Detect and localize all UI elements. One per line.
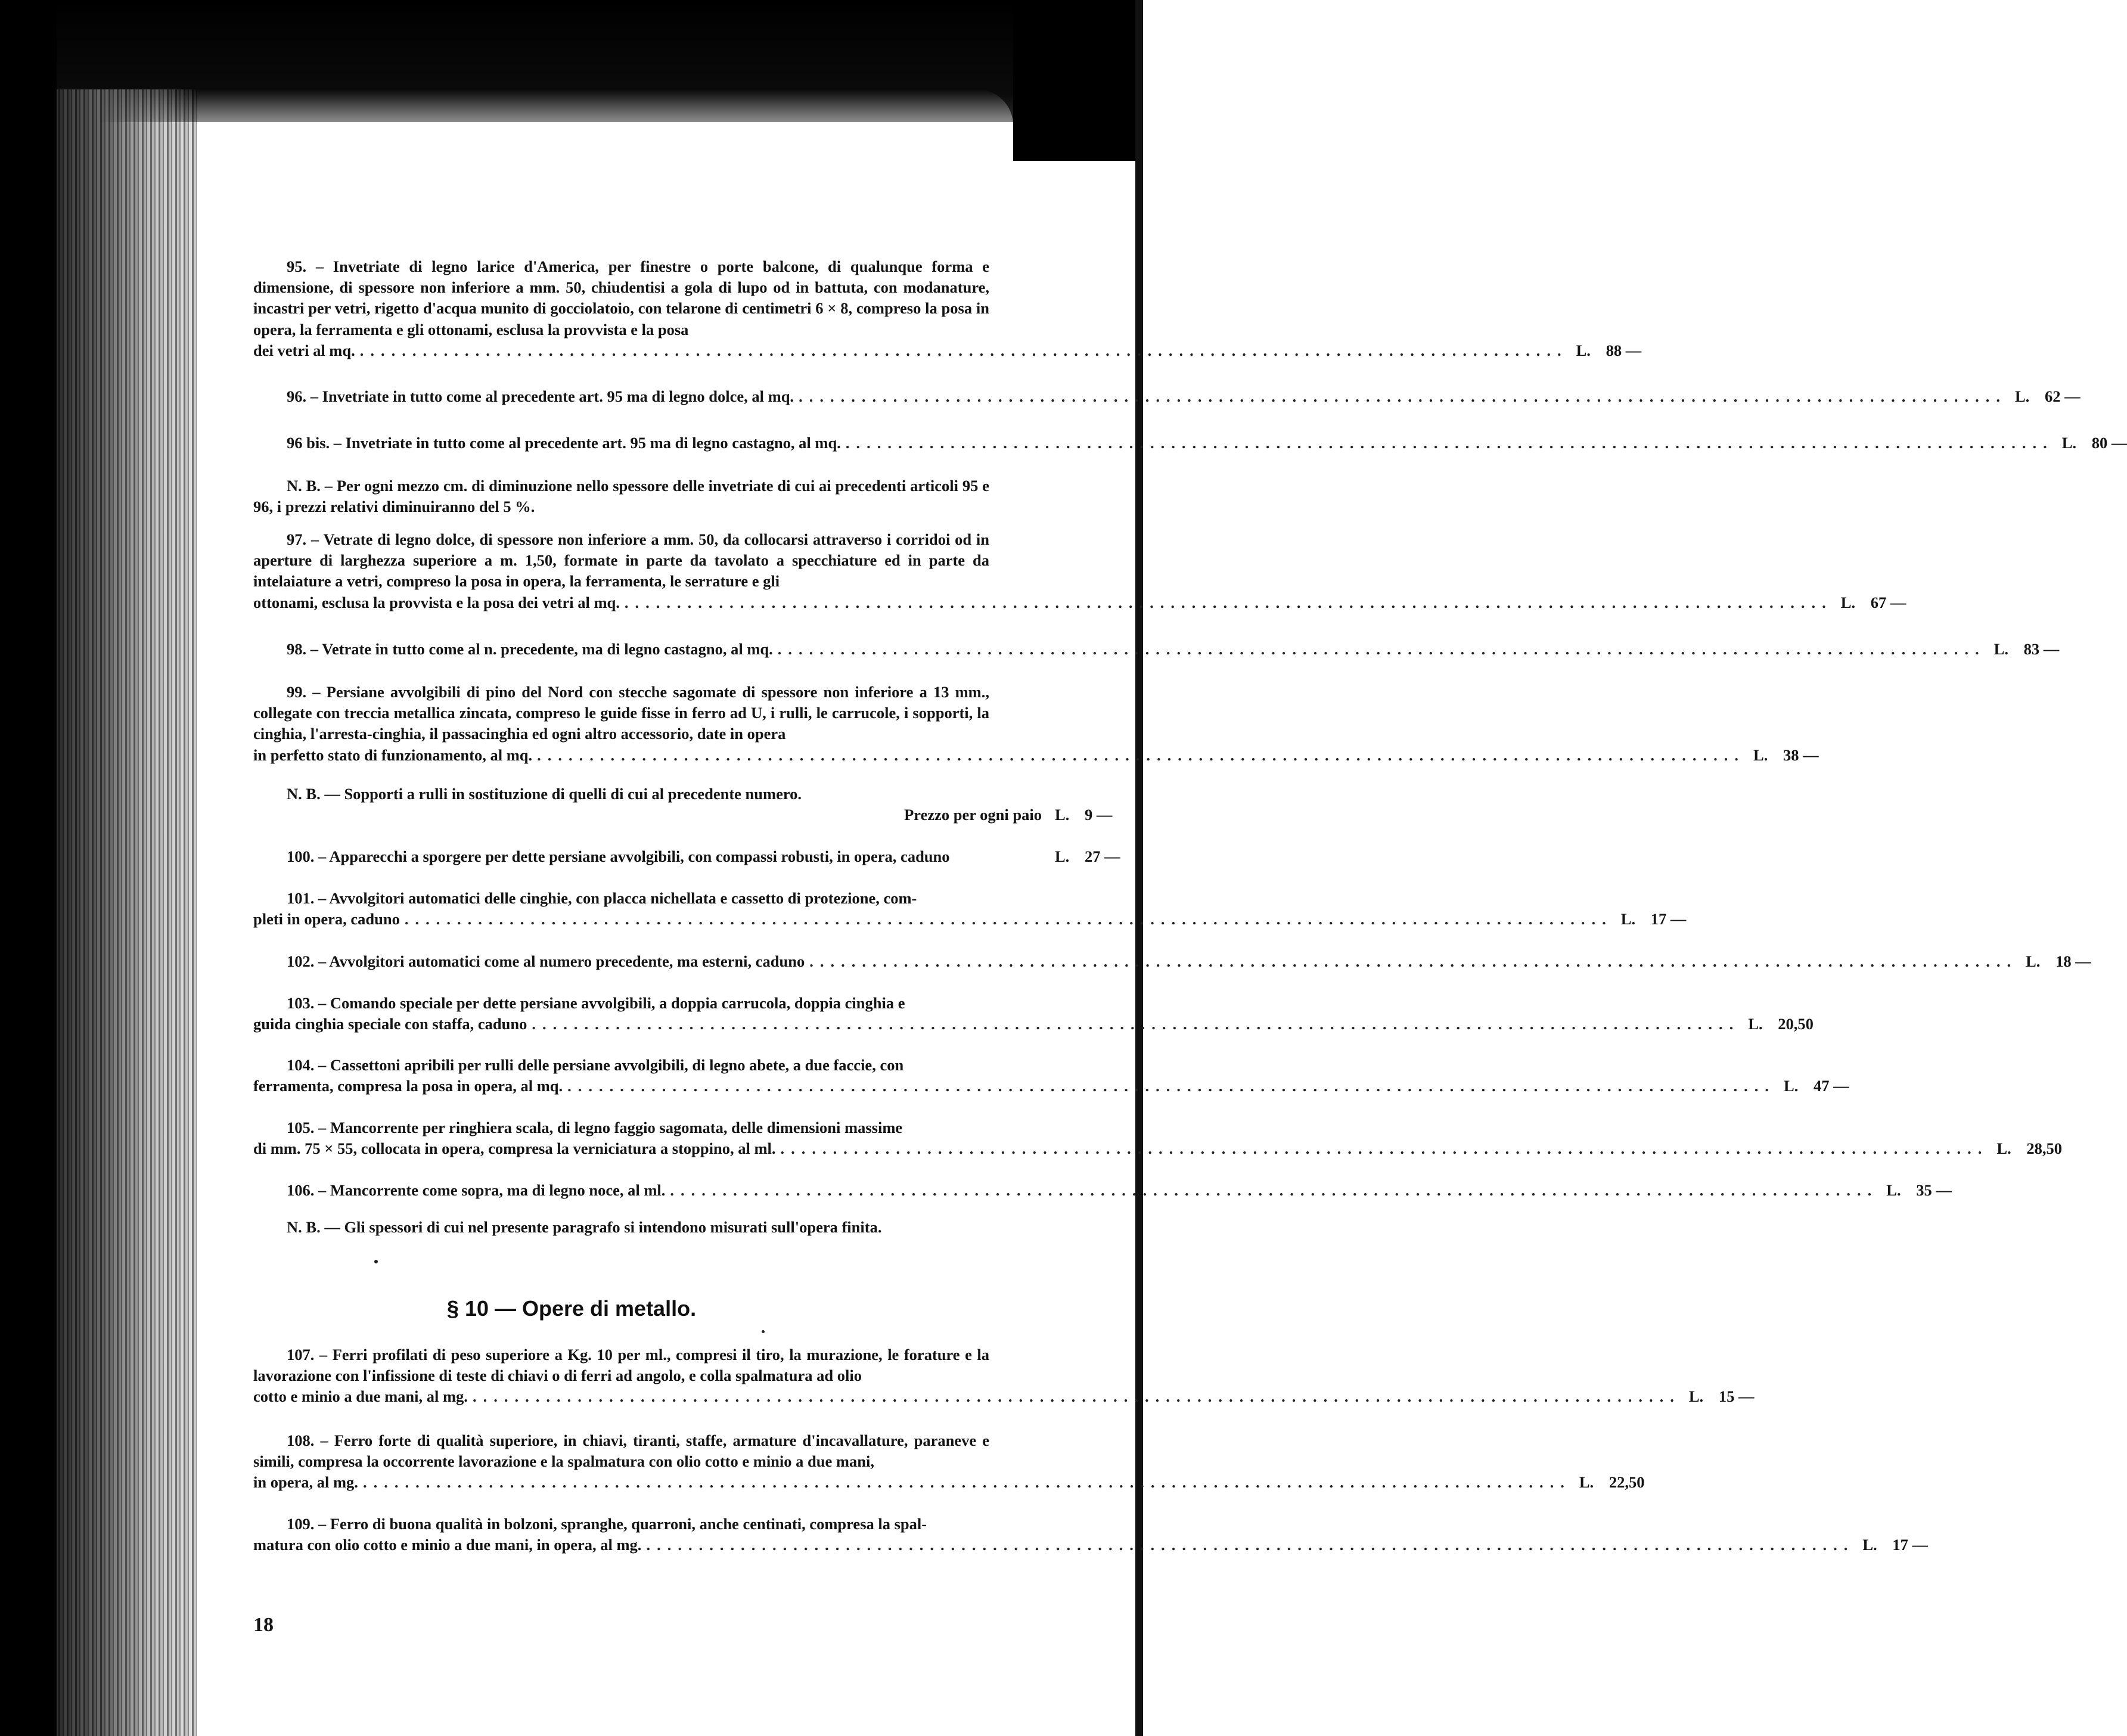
entry-96-bis [253,433,2127,454]
entry-last-line: 98. – Vetrate in tutto come al n. precedente, ma di legno castagno, al mq. [287,640,773,658]
entry-last-line: 106. – Mancorrente come sopra, ma di legno noce, al ml. [287,1181,666,1199]
note-nb-1 [253,476,1132,517]
section-heading: § 10 — Opere di metallo. [446,1296,697,1321]
entry-96 [253,386,2081,407]
dot-leader: ................................................................................................................... [472,1387,1681,1406]
currency: L. [1576,341,1591,359]
price: 28,50 [2026,1139,2063,1158]
price: 35 — [1916,1181,1952,1199]
entry-text: 108. – Ferro forte di qualità superiore, in chiavi, tiranti, staffe, armature d'incavallature, paraneve e simili, compresa la occorrente lavorazione e la spalmatura con olio cotto e minio a due mani, [253,1431,989,1471]
entry-105 [253,1117,2063,1159]
entry-last-line: pleti in opera, caduno [253,910,400,928]
currency: L. [1840,593,1856,611]
entry-95 [253,256,1642,361]
entry-100 [253,846,1132,867]
entry-106 [253,1180,1952,1201]
price: 67 — [1870,593,1906,611]
scan-edge-left [0,0,57,1736]
note-text: N. B. — Gli spessori di cui nel presente paragrafo si intendono misurati sull'opera finita. [287,1218,882,1236]
currency: L. [1579,1473,1594,1492]
currency: L. [1748,1015,1763,1033]
speck [762,1330,765,1333]
entry-98 [253,639,2060,660]
currency: L. [1055,847,1070,865]
note-nb-2 [253,784,1132,825]
dot-leader: ................................................................................................................... [809,952,2018,970]
entry-text: 103. – Comando speciale per dette persiane avvolgibili, a doppia carrucola, doppia cinghia e [287,994,905,1012]
dot-leader: ................................................................................................................... [845,434,2054,452]
currency: L. [1055,806,1070,824]
entry-last-line: 100. – Apparecchi a sporgere per dette persiane avvolgibili, con compassi robusti, in opera, caduno [287,847,950,865]
entry-109 [253,1514,1928,1555]
note-nb-3 [253,1217,1132,1238]
price: 80 — [2091,434,2127,452]
entry-last-line: in perfetto stato di funzionamento, al mq. [253,746,533,764]
dot-leader: ................................................................................................................... [624,593,1833,611]
dot-leader: ................................................................................................................... [777,640,1986,658]
currency: L. [1996,1139,2011,1158]
entry-99 [253,682,1819,766]
note-right-text: Prezzo per ogni paio [904,806,1042,824]
price: 27 — [1085,847,1120,865]
page-number: 18 [253,1614,274,1636]
currency: L. [1994,640,2008,658]
currency: L. [1620,910,1636,928]
entry-text: 104. – Cassettoni apribili per rulli delle persiane avvolgibili, di legno abete, a due faccie, con [287,1056,904,1074]
price: 17 — [1892,1536,1928,1554]
dot-leader: ................................................................................................................... [780,1139,1989,1158]
currency: L. [2014,387,2030,405]
entry-last-line: di mm. 75 × 55, collocata in opera, compresa la verniciatura a stoppino, al ml. [253,1139,776,1158]
price: 22,50 [1609,1473,1645,1492]
entry-text: 105. – Mancorrente per ringhiera scala, di legno faggio sagomata, delle dimensioni massime [287,1119,903,1136]
price: 15 — [1718,1387,1755,1406]
entry-102 [253,951,2091,972]
entry-101 [253,888,1687,930]
entry-last-line: 96. – Invetriate in tutto come al precedente art. 95 ma di legno dolce, al mq. [287,387,794,405]
price: 83 — [2023,640,2060,658]
entry-104 [253,1055,1849,1097]
note-text: N. B. – Per ogni mezzo cm. di diminuzione nello spessore delle invetriate di cui ai precedenti articoli 95 e 96, i prezzi relativi diminuiranno del 5 %. [253,477,989,516]
dot-leader: ................................................................................................................... [567,1077,1776,1095]
price: 20,50 [1778,1015,1814,1033]
dot-leader: ................................................................................................................... [404,910,1613,928]
entry-text: 97. – Vetrate di legno dolce, di spessore non inferiore a mm. 50, da collocarsi attraverso i corridoi od in aperture di larghezza superiore a m. 1,50, formate in parte da tavolato a specchiature ed in parte da intelaiature a vetri, compreso la posa in opera, la ferramenta, le serrature e gli [253,530,989,591]
entry-last-line: dei vetri al mq. [253,341,355,359]
entry-108 [253,1430,1645,1493]
entry-text: 95. – Invetriate di legno larice d'America, per finestre o porte balcone, di qualunque forma e dimensione, di spessore non inferiore a mm. 50, chiudentisi a gola di lupo od in battuta, con modanature, incastri per vetri, rigetto d'acqua munito di gocciolatoio, con telarone di centimetri 6 × 8, compreso la posa in opera, la ferramenta e gli ottonami, esclusa la provvista e la posa [253,257,989,338]
price: 88 — [1606,341,1642,359]
currency: L. [2026,952,2041,970]
dot-leader: ................................................................................................................... [359,341,1568,359]
entry-last-line: ferramenta, compresa la posa in opera, al mq. [253,1077,563,1095]
dot-leader: ................................................................................................................... [799,387,2007,405]
dot-leader: ................................................................................................................... [362,1473,1571,1492]
price: 38 — [1783,746,1819,764]
entry-last-line: guida cinghia speciale con staffa, caduno [253,1015,527,1033]
entry-text: 107. – Ferri profilati di peso superiore a Kg. 10 per ml., compresi il tiro, la murazione, le forature e la lavorazione con l'infissione di teste di chiavi o di ferri ad angolo, e colla spalmatura ad olio [253,1346,989,1385]
scan-border-top-right [1013,0,1143,161]
entry-last-line: in opera, al mg. [253,1473,358,1492]
entry-last-line: 102. – Avvolgitori automatici come al numero precedente, ma esterni, caduno [287,952,805,970]
currency: L. [1862,1536,1877,1554]
entry-107 [253,1344,1755,1408]
entry-103 [253,993,1814,1035]
dot-leader: ................................................................................................................... [646,1536,1855,1554]
currency: L. [1688,1387,1704,1406]
currency: L. [2061,434,2077,452]
note-text: N. B. — Sopporti a rulli in sostituzione di quelli di cui al precedente numero. [287,785,802,803]
entry-text: 109. – Ferro di buona qualità in bolzoni, spranghe, quarroni, anche centinati, compresa la spal- [287,1515,927,1533]
currency: L. [1784,1077,1799,1095]
currency: L. [1886,1181,1901,1199]
entry-97 [253,529,1906,613]
price: 17 — [1650,910,1687,928]
entry-text: 99. – Persiane avvolgibili di pino del Nord con stecche sagomate di spessore non inferiore a 13 mm., collegate con treccia metallica zincata, compreso le guide fisse in ferro ad U, i rulli, le carrucole, i sopporti, la cinghia, l'arresta-cinghia, il passacinghia ed ogni altro accessorio, date in opera [253,683,989,743]
dot-leader: ................................................................................................................... [537,746,1746,764]
dot-leader: ................................................................................................................... [532,1015,1740,1033]
entry-last-line: ottonami, esclusa la provvista e la posa dei vetri al mq. [253,593,620,611]
dot-leader: ................................................................................................................... [670,1181,1878,1199]
entry-last-line: matura con olio cotto e minio a due mani, in opera, al mg. [253,1536,642,1554]
entry-text: 101. – Avvolgitori automatici delle cinghie, con placca nichellata e cassetto di protezione, com- [287,889,917,907]
price: 9 — [1085,806,1113,824]
currency: L. [1753,746,1768,764]
entry-last-line: 96 bis. – Invetriate in tutto come al precedente art. 95 ma di legno castagno, al mq. [287,434,841,452]
price: 47 — [1814,1077,1849,1095]
speck [374,1260,378,1263]
price: 18 — [2055,952,2091,970]
price: 62 — [2044,387,2081,405]
entry-last-line: cotto e minio a due mani, al mg. [253,1387,468,1406]
